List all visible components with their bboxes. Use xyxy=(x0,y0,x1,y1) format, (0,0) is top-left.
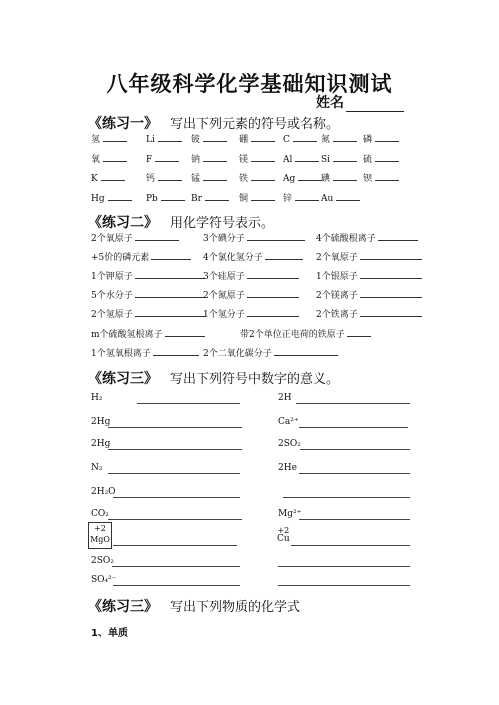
question-text: 2个氧原子 xyxy=(316,253,358,263)
symbol-left: 2SO₂ xyxy=(91,556,114,566)
answer-blank[interactable] xyxy=(247,307,299,317)
symbol-question xyxy=(316,250,422,263)
element-cell xyxy=(191,171,227,184)
symbol-question xyxy=(91,269,205,282)
symbol-question xyxy=(203,250,303,263)
exercise3-desc: 写出下列符号中数字的意义。 xyxy=(170,372,340,387)
answer-blank[interactable] xyxy=(135,288,205,298)
symbol-question xyxy=(316,231,418,244)
answer-blank[interactable] xyxy=(155,152,179,162)
element-cell xyxy=(283,191,319,204)
answer-blank[interactable] xyxy=(247,231,305,241)
element-cell xyxy=(283,152,319,165)
exercise2-heading xyxy=(88,212,274,232)
element-label: 镁 xyxy=(239,155,249,165)
mgo-formula: MgO xyxy=(90,535,110,544)
element-cell xyxy=(191,152,227,165)
element-label: Al xyxy=(283,155,293,165)
element-cell xyxy=(283,132,317,145)
exercise2-desc: 用化学符号表示。 xyxy=(170,216,275,231)
element-label: Au xyxy=(321,194,334,204)
answer-blank[interactable] xyxy=(135,307,205,317)
question-text: 1个钾原子 xyxy=(91,272,133,282)
element-cell xyxy=(363,152,399,165)
element-cell xyxy=(239,152,275,165)
answer-line-left[interactable] xyxy=(108,472,240,474)
symbol-right: Ca²⁺ xyxy=(278,417,299,427)
element-cell xyxy=(91,152,127,165)
answer-line-right[interactable] xyxy=(278,584,410,586)
symbol-left: 2H₂O xyxy=(91,487,116,497)
symbol-question xyxy=(203,346,338,359)
answer-blank[interactable] xyxy=(203,171,227,181)
symbol-right: 2He xyxy=(278,463,297,473)
element-cell xyxy=(321,152,357,165)
symbol-question xyxy=(240,327,371,340)
answer-line-left[interactable] xyxy=(108,448,242,450)
question-text: 3个碘分子 xyxy=(203,234,245,244)
cu-valence-label xyxy=(277,527,290,543)
answer-blank[interactable] xyxy=(103,152,127,162)
exercise2-tag: 《练习二》 xyxy=(88,215,158,231)
element-label: 钡 xyxy=(363,174,373,184)
symbol-question xyxy=(316,269,422,282)
answer-blank[interactable] xyxy=(336,191,360,201)
element-cell xyxy=(191,191,229,204)
answer-blank[interactable] xyxy=(375,152,399,162)
element-label: 铜 xyxy=(239,194,249,204)
element-cell xyxy=(321,132,357,145)
answer-line-right[interactable] xyxy=(299,472,410,474)
element-cell xyxy=(146,152,179,165)
answer-line-left[interactable] xyxy=(112,565,240,567)
symbol-left: SO₄²⁻ xyxy=(91,575,117,585)
answer-blank[interactable] xyxy=(375,171,399,181)
element-label: 氮 xyxy=(321,135,331,145)
element-label: 氧 xyxy=(91,155,101,165)
answer-blank[interactable] xyxy=(108,191,132,201)
element-cell xyxy=(321,191,360,204)
question-text: 3个硅原子 xyxy=(203,272,245,282)
question-text: 5个水分子 xyxy=(91,291,133,301)
element-label: Si xyxy=(321,155,331,165)
element-cell xyxy=(321,171,357,184)
element-label: 硫 xyxy=(363,155,373,165)
answer-blank[interactable] xyxy=(251,132,275,142)
element-label: 钠 xyxy=(191,155,201,165)
symbol-question xyxy=(91,231,179,244)
answer-line-right[interactable] xyxy=(300,448,410,450)
symbol-question xyxy=(203,307,299,320)
answer-blank[interactable] xyxy=(103,132,127,142)
question-text: +5价的磷元素 xyxy=(91,253,150,263)
answer-blank[interactable] xyxy=(298,171,322,181)
answer-blank[interactable] xyxy=(158,132,182,142)
answer-blank[interactable] xyxy=(347,327,371,337)
answer-blank[interactable] xyxy=(265,250,303,260)
answer-blank[interactable] xyxy=(360,269,422,279)
element-label: 铁 xyxy=(239,174,249,184)
symbol-question xyxy=(203,288,299,301)
element-label: 硼 xyxy=(239,135,249,145)
element-label: Br xyxy=(191,194,202,204)
element-cell xyxy=(239,171,275,184)
exercise1-desc: 写出下列元素的符号或名称。 xyxy=(170,117,340,132)
exercise4-desc: 写出下列物质的化学式 xyxy=(170,600,301,615)
symbol-right: 2SO₂ xyxy=(278,439,301,449)
element-label: C xyxy=(283,135,290,145)
exercise3-heading xyxy=(88,368,339,388)
symbol-left: N₂ xyxy=(91,463,103,473)
name-field xyxy=(316,92,404,112)
mgo-box xyxy=(88,522,112,549)
element-label: Hg xyxy=(91,194,105,204)
answer-blank[interactable] xyxy=(135,231,179,241)
answer-line-left[interactable] xyxy=(113,496,240,498)
symbol-question xyxy=(91,288,205,301)
element-label: F xyxy=(146,155,153,165)
answer-blank[interactable] xyxy=(247,269,299,279)
answer-blank[interactable] xyxy=(251,191,275,201)
element-label: Li xyxy=(146,135,155,145)
page-title: 八年级科学化学基础知识测试 xyxy=(106,72,393,96)
element-label: 钙 xyxy=(146,174,156,184)
answer-line-right[interactable] xyxy=(278,565,410,567)
answer-blank[interactable] xyxy=(161,191,185,201)
answer-blank[interactable] xyxy=(251,152,275,162)
symbol-question xyxy=(316,307,422,320)
answer-blank[interactable] xyxy=(333,171,357,181)
cu-valence: +2 xyxy=(277,526,290,535)
mgo-valence: +2 xyxy=(94,524,106,533)
element-label: 氢 xyxy=(91,135,101,145)
symbol-left: 2Hg xyxy=(91,439,111,449)
answer-blank[interactable] xyxy=(360,307,422,317)
answer-blank[interactable] xyxy=(375,132,399,142)
symbol-left: CO₂ xyxy=(91,509,109,519)
answer-line-left[interactable] xyxy=(137,402,240,404)
element-cell xyxy=(91,171,125,184)
answer-blank[interactable] xyxy=(203,132,227,142)
answer-blank[interactable] xyxy=(274,346,338,356)
element-cell xyxy=(146,191,185,204)
element-label: K xyxy=(91,174,98,184)
answer-blank[interactable] xyxy=(295,191,319,201)
cu-symbol: Cu xyxy=(277,534,290,544)
answer-blank[interactable] xyxy=(360,250,422,260)
symbol-left: 2Hg xyxy=(91,417,111,427)
answer-blank[interactable] xyxy=(153,346,199,356)
question-text: 1个银原子 xyxy=(316,272,358,282)
element-cell xyxy=(191,132,227,145)
element-cell xyxy=(146,171,182,184)
question-text: 2个镁离子 xyxy=(316,291,358,301)
answer-line-right[interactable] xyxy=(291,544,410,546)
answer-blank[interactable] xyxy=(333,152,357,162)
symbol-question xyxy=(316,288,422,301)
element-cell xyxy=(91,191,132,204)
answer-blank[interactable] xyxy=(101,171,125,181)
symbol-question xyxy=(91,250,191,263)
answer-blank[interactable] xyxy=(360,288,422,298)
answer-line-right[interactable] xyxy=(296,402,410,404)
element-cell xyxy=(239,191,275,204)
question-text: 2个氧原子 xyxy=(91,234,133,244)
answer-line-left[interactable] xyxy=(113,544,237,546)
question-text: m个硫酸氢根离子 xyxy=(91,330,163,340)
answer-blank[interactable] xyxy=(151,250,191,260)
element-cell xyxy=(283,171,322,184)
answer-line-left[interactable] xyxy=(113,584,240,586)
question-text: 4个硫酸根离子 xyxy=(316,234,376,244)
symbol-right: Mg²⁺ xyxy=(278,509,302,519)
answer-blank[interactable] xyxy=(158,171,182,181)
symbol-question xyxy=(91,346,199,359)
answer-blank[interactable] xyxy=(293,132,317,142)
answer-blank[interactable] xyxy=(295,152,319,162)
question-text: 1个氢氧根离子 xyxy=(91,349,151,359)
element-label: 碘 xyxy=(321,174,331,184)
answer-line-right[interactable] xyxy=(283,496,410,498)
answer-blank[interactable] xyxy=(205,191,229,201)
element-cell xyxy=(239,132,275,145)
element-label: 锌 xyxy=(283,194,293,204)
exercise3-tag: 《练习三》 xyxy=(88,371,158,387)
question-text: 2个氮原子 xyxy=(203,291,245,301)
exercise1-tag: 《练习一》 xyxy=(88,116,158,132)
question-text: 2个铁离子 xyxy=(316,310,358,320)
question-text: 1个氢分子 xyxy=(203,310,245,320)
exercise1-heading xyxy=(88,113,339,133)
name-label: 姓名 xyxy=(316,95,344,111)
question-text: 2个氢原子 xyxy=(91,310,133,320)
answer-blank[interactable] xyxy=(165,327,205,337)
element-cell xyxy=(146,132,182,145)
answer-line-right[interactable] xyxy=(299,518,410,520)
symbol-question xyxy=(203,231,305,244)
answer-blank[interactable] xyxy=(333,132,357,142)
question-text: 4个氯化氢分子 xyxy=(203,253,263,263)
question-text: 带2个单位正电荷的铁原子 xyxy=(240,330,345,340)
element-label: Ag xyxy=(283,174,296,184)
element-cell xyxy=(363,171,399,184)
answer-blank[interactable] xyxy=(135,269,205,279)
answer-blank[interactable] xyxy=(247,288,299,298)
symbol-question xyxy=(91,327,205,340)
element-label: 磷 xyxy=(363,135,373,145)
answer-line-left[interactable] xyxy=(108,426,242,428)
symbol-right: 2H xyxy=(278,393,292,403)
exercise4-tag: 《练习三》 xyxy=(88,599,158,615)
symbol-question xyxy=(203,269,299,282)
element-label: Pb xyxy=(146,194,158,204)
answer-line-right[interactable] xyxy=(299,426,408,428)
name-blank[interactable] xyxy=(346,97,404,112)
element-cell xyxy=(91,132,127,145)
element-label: 铍 xyxy=(191,135,201,145)
item-elemental-substance: 1、单质 xyxy=(91,628,128,639)
answer-blank[interactable] xyxy=(378,231,418,241)
answer-blank[interactable] xyxy=(251,171,275,181)
question-text: 2个二氧化碳分子 xyxy=(203,349,272,359)
answer-blank[interactable] xyxy=(203,152,227,162)
element-label: 锰 xyxy=(191,174,201,184)
element-cell xyxy=(363,132,399,145)
answer-line-left[interactable] xyxy=(108,518,242,520)
exercise4-heading xyxy=(88,596,300,616)
symbol-question xyxy=(91,307,205,320)
symbol-left: H₂ xyxy=(91,393,103,403)
